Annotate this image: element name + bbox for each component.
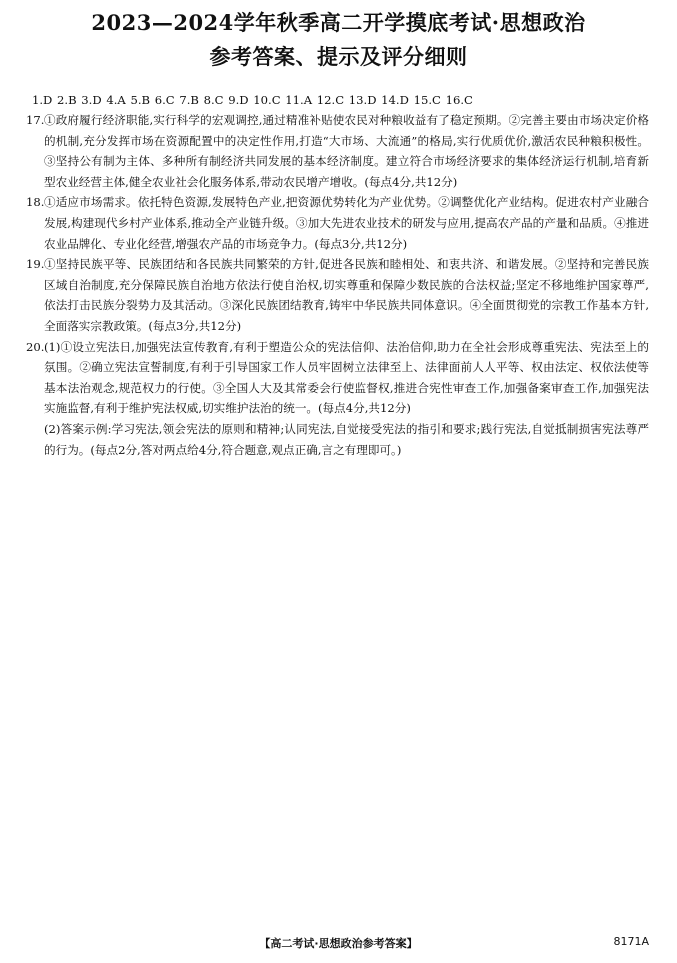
page-footer bbox=[0, 935, 677, 951]
question-answer-text: ①政府履行经济职能,实行科学的宏观调控,通过精准补贴使农民对种粮收益有了稳定预期。②完善主要由市场决定价格的机制,充分发挥市场在资源配置中的决定性作用,打造“大市场、大流通”的格局,实行优质优价,激活农民种粮积极性。③坚持公有制为主体、多种所有制经济共同发展的基本经济制度。建立符合市场经济要求的集体经济运行机制,培育新型农业经营主体,健全农业社会化服务体系,带动农民增产增收。(每点4分,共12分) bbox=[44, 113, 649, 189]
question-number: 17. bbox=[26, 113, 45, 127]
multiple-choice-answers: 1.D 2.B 3.D 4.A 5.B 6.C 7.B 8.C 9.D 10.C 11.A 12.C 13.D 14.D 15.C 16.C bbox=[32, 93, 473, 107]
document-subtitle: 参考答案、提示及评分细则 bbox=[209, 44, 468, 69]
question-20 bbox=[28, 337, 649, 461]
question-number: 19. bbox=[26, 257, 45, 272]
question-20-part-2: (2)答案示例:学习宪法,领会宪法的原则和精神;认同宪法,自觉接受宪法的指引和要求;践行宪法,自觉抵制损害宪法尊严的行为。(每点2分,答对两点给4分,符合题意,观点正确,言之有理即可。) bbox=[44, 421, 649, 457]
footer-title: 【高二考试·思想政治参考答案】 bbox=[259, 937, 418, 950]
question-20-part-1: (1)①设立宪法日,加强宪法宣传教育,有利于塑造公众的宪法信仰、法治信仰,助力在全社会形成尊重宪法、宪法至上的氛围。②确立宪法宣誓制度,有利于引导国家工作人员牢固树立法律至上、法律面前人人平等、权由法定、权依法使等基本法治观念,规范权力的行使。③全国人大及其常委会行使监督权,推进合宪性审查工作,加强备案审查工作,加强宪法实施监督,有利于维护宪法权威,切实维护法治的统一。(每点4分,共12分) bbox=[44, 339, 649, 416]
question-17 bbox=[28, 110, 649, 192]
question-19 bbox=[28, 254, 649, 336]
question-18 bbox=[28, 192, 649, 254]
document-title: 2023—2024学年秋季高二开学摸底考试·思想政治 bbox=[91, 10, 586, 35]
question-answer-text: ①坚持民族平等、民族团结和各民族共同繁荣的方针,促进各民族和睦相处、和衷共济、和谐发展。②坚持和完善民族区域自治制度,充分保障民族自治地方依法行使自治权,切实尊重和保障少数民族的合法权益;坚定不移地维护国家尊严,依法打击民族分裂势力及其活动。③深化民族团结教育,铸牢中华民族共同体意识。④全面贯彻党的宗教工作基本方针,全面落实宗教政策。(每点3分,共12分) bbox=[44, 257, 649, 333]
document-code: 8171A bbox=[613, 935, 649, 948]
question-number: 18. bbox=[26, 195, 45, 210]
question-number: 20. bbox=[26, 339, 45, 354]
question-answer-text: ①适应市场需求。依托特色资源,发展特色产业,把资源优势转化为产业优势。②调整优化产业结构。促进农村产业融合发展,构建现代乡村产业体系,推动全产业链升级。③加大先进农业技术的研发与应用,提高农产品的产量和品质。④推进农业品牌化、专业化经营,增强农产品的市场竞争力。(每点3分,共12分) bbox=[44, 195, 649, 251]
